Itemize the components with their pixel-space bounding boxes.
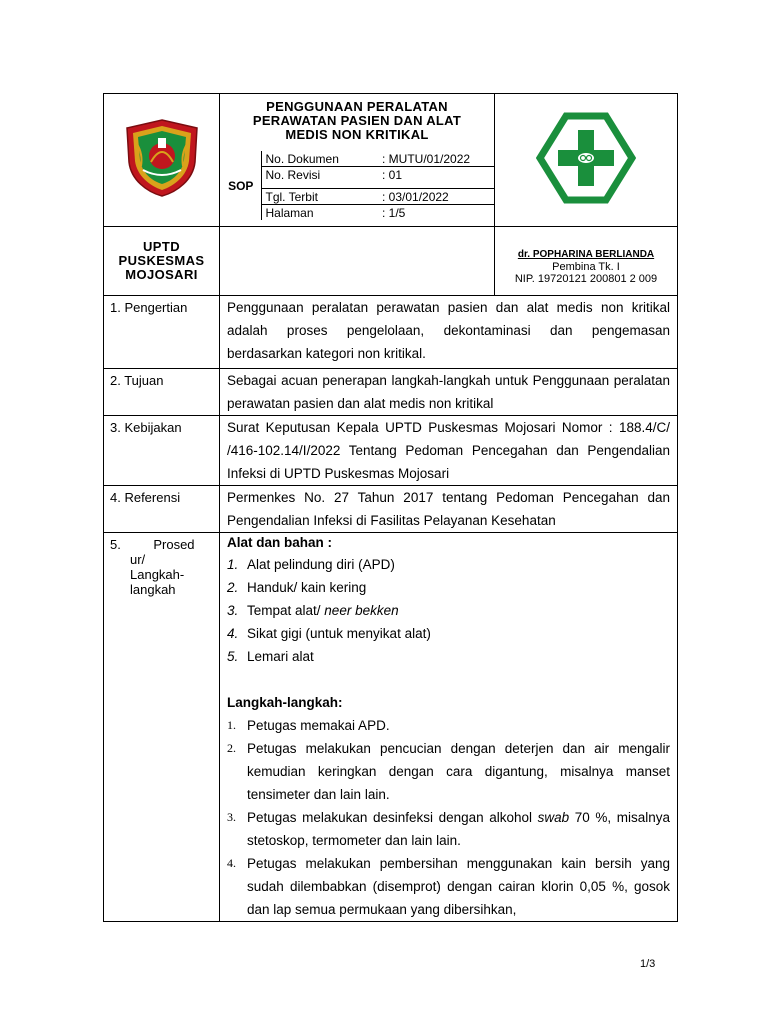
- sop-document: [103, 93, 693, 922]
- section-text: Penggunaan peralatan perawatan pasien dan alat medis non kritikal adalah proses pengelolaan, dekontaminasi dan pengemasan berdasarkan kategori non kritikal.: [220, 296, 678, 369]
- section-label: 1. Pengertian: [104, 296, 220, 369]
- procedure-row: [104, 533, 678, 922]
- title-block: [220, 94, 495, 227]
- document-title: PENGGUNAAN PERALATAN PERAWATAN PASIEN DAN ALAT MEDIS NON KRITIKAL: [252, 99, 462, 142]
- section-label: 4. Referensi: [104, 486, 220, 533]
- list-item: 2. Handuk/ kain kering: [227, 580, 367, 595]
- section-row: [104, 486, 678, 533]
- list-item: 3. Tempat alat/ neer bekken: [227, 603, 399, 618]
- unit-name: UPTD PUSKESMAS MOJOSARI: [104, 227, 220, 296]
- list-item: 2. Petugas melakukan pencucian dengan deterjen dan air mengalir kemudian keringkan dengan cara digantung, misalnya manset tensimeter dan lain lain.: [227, 741, 670, 802]
- meta-value: : 03/01/2022: [378, 189, 494, 205]
- signatory-nip: NIP. 19720121 200801 2 009: [514, 273, 658, 285]
- materials-list: [227, 553, 670, 668]
- list-item: 1. Petugas memakai APD.: [227, 718, 390, 733]
- meta-value: : 01: [378, 167, 494, 189]
- meta-key: Halaman: [261, 205, 378, 221]
- steps-list: [227, 714, 670, 921]
- procedure-content: [220, 533, 678, 922]
- list-item: 5. Lemari alat: [227, 649, 314, 664]
- steps-title: Langkah-langkah:: [227, 695, 343, 710]
- section-row: [104, 369, 678, 416]
- procedure-label: 5. Prosed ur/ Langkah- langkah: [104, 533, 220, 922]
- section-row: [104, 296, 678, 369]
- regency-emblem-logo: [121, 118, 203, 198]
- document-meta-table: [220, 151, 494, 220]
- list-item: 4. Petugas melakukan pembersihan menggunakan kain bersih yang sudah dilembabkan (disemprot) dengan cairan klorin 0,05 %, gosok dan lap semua permukaan yang dibersihkan,: [227, 856, 670, 917]
- section-label: 2. Tujuan: [104, 369, 220, 416]
- list-item: 1. Alat pelindung diri (APD): [227, 557, 395, 572]
- meta-key: No. Revisi: [261, 167, 378, 189]
- section-row: [104, 416, 678, 486]
- signatory-name: dr. POPHARINA BERLIANDA: [517, 249, 655, 260]
- section-text: Surat Keputusan Kepala UPTD Puskesmas Mojosari Nomor : 188.4/C/ /416-102.14/I/2022 Tentang Pedoman Pencegahan dan Pengendalian Infeksi di UPTD Puskesmas Mojosari: [220, 416, 678, 486]
- signatory-rank: Pembina Tk. I: [552, 261, 620, 273]
- page-number: 1/3: [640, 958, 656, 970]
- list-item: 4. Sikat gigi (untuk menyikat alat): [227, 626, 431, 641]
- regency-logo-cell: [104, 94, 220, 227]
- puskesmas-logo: [536, 112, 636, 204]
- section-text: Sebagai acuan penerapan langkah-langkah untuk Penggunaan peralatan perawatan pasien dan alat medis non kritikal: [220, 369, 678, 416]
- section-label: 3. Kebijakan: [104, 416, 220, 486]
- meta-value: : 1/5: [382, 206, 406, 220]
- section-text: Permenkes No. 27 Tahun 2017 tentang Pedoman Pencegahan dan Pengendalian Infeksi di Fasilitas Pelayanan Kesehatan: [220, 486, 678, 533]
- meta-key: No. Dokumen: [261, 151, 378, 167]
- sop-label: SOP: [228, 179, 254, 193]
- meta-value: : MUTU/01/2022: [378, 151, 494, 167]
- blank-cell: [220, 227, 495, 296]
- puskesmas-logo-cell: [495, 94, 678, 227]
- signatory-block: [495, 227, 678, 296]
- meta-key: Tgl. Terbit: [261, 189, 378, 205]
- sop-table: [103, 93, 693, 922]
- materials-title: Alat dan bahan :: [227, 535, 333, 550]
- list-item: 3. Petugas melakukan desinfeksi dengan alkohol swab 70 %, misalnya stetoskop, termometer dan lain lain.: [227, 810, 670, 848]
